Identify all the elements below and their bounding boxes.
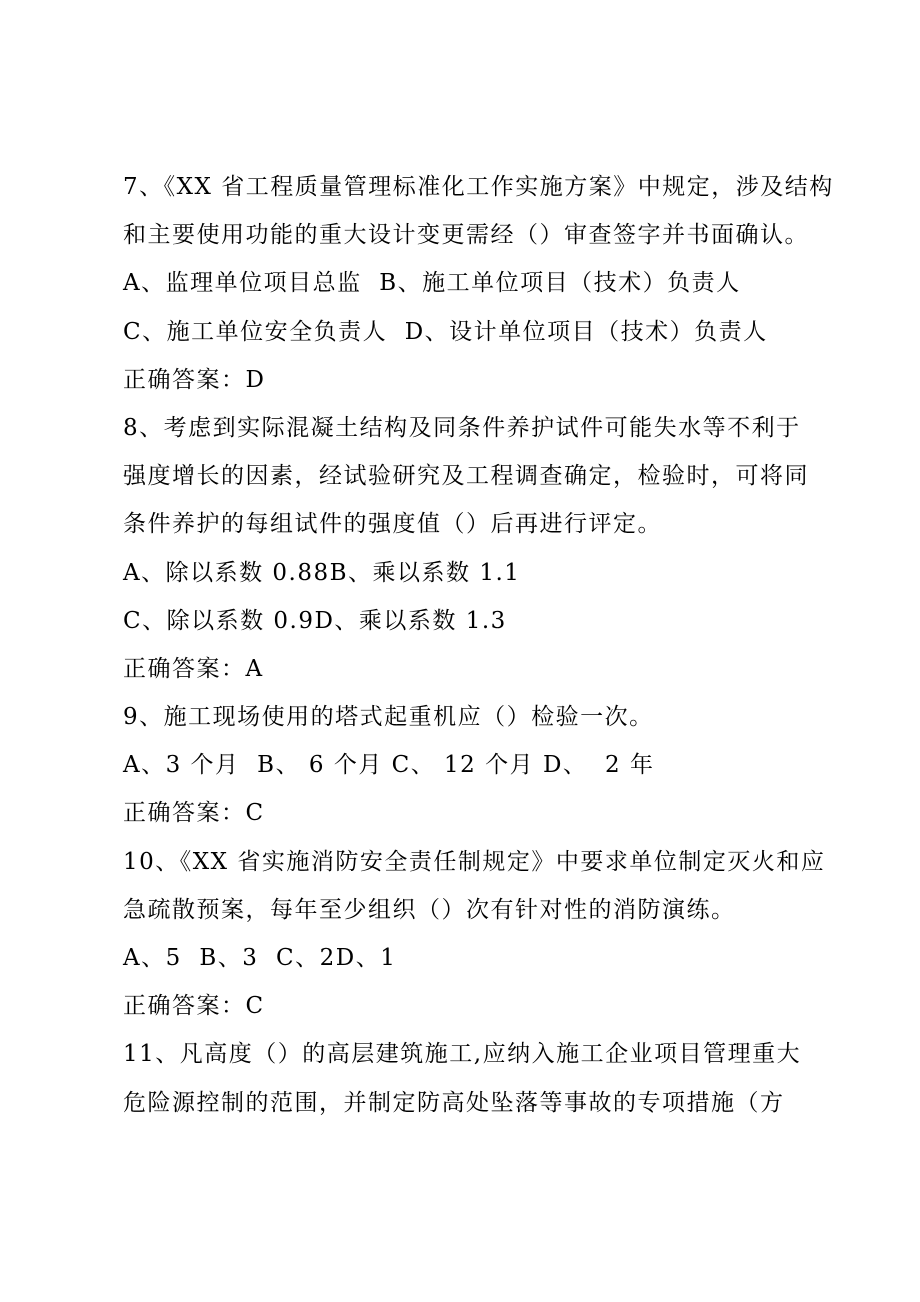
q8-options-ab: A、除以系数 0.88B、乘以系数 1.1	[123, 559, 521, 586]
q7-stem-line-2: 和主要使用功能的重大设计变更需经（）审查签字并书面确认。	[123, 222, 809, 249]
q7-options-ab: A、监理单位项目总监 B、施工单位项目（技术）负责人	[123, 270, 741, 297]
q7-answer: 正确答案：D	[123, 366, 266, 393]
q11-stem-line-2: 危险源控制的范围，并制定防高处坠落等事故的专项措施（方	[123, 1089, 785, 1116]
q9-options: A、3 个月 B、 6 个月 C、 12 个月 D、 2 年	[123, 752, 655, 779]
q8-stem-line-2: 强度增长的因素，经试验研究及工程调查确定，检验时，可将同	[123, 463, 809, 490]
q10-stem-line-1: 10、《XX 省实施消防安全责任制规定》中要求单位制定灭火和应	[123, 848, 826, 875]
q10-stem-line-2: 急疏散预案，每年至少组织（）次有针对性的消防演练。	[123, 896, 736, 923]
q11-stem-line-1: 11、凡高度（）的高层建筑施工,应纳入施工企业项目管理重大	[123, 1041, 802, 1068]
document-body	[123, 163, 834, 1127]
q7-options-cd: C、施工单位安全负责人 D、设计单位项目（技术）负责人	[123, 318, 768, 345]
q9-answer: 正确答案：C	[123, 800, 265, 827]
q9-stem: 9、施工现场使用的塔式起重机应（）检验一次。	[123, 704, 654, 731]
q10-answer: 正确答案：C	[123, 993, 265, 1020]
q8-stem-line-1: 8、考虑到实际混凝土结构及同条件养护试件可能失水等不利于	[123, 414, 801, 441]
q8-answer: 正确答案：A	[123, 655, 264, 682]
q10-options: A、5 B、3 C、2D、1	[123, 945, 397, 971]
q7-stem-line-1: 7、《XX 省工程质量管理标准化工作实施方案》中规定，涉及结构	[123, 174, 834, 200]
q8-options-cd: C、除以系数 0.9D、乘以系数 1.3	[123, 607, 507, 634]
q8-stem-line-3: 条件养护的每组试件的强度值（）后再进行评定。	[123, 511, 662, 538]
